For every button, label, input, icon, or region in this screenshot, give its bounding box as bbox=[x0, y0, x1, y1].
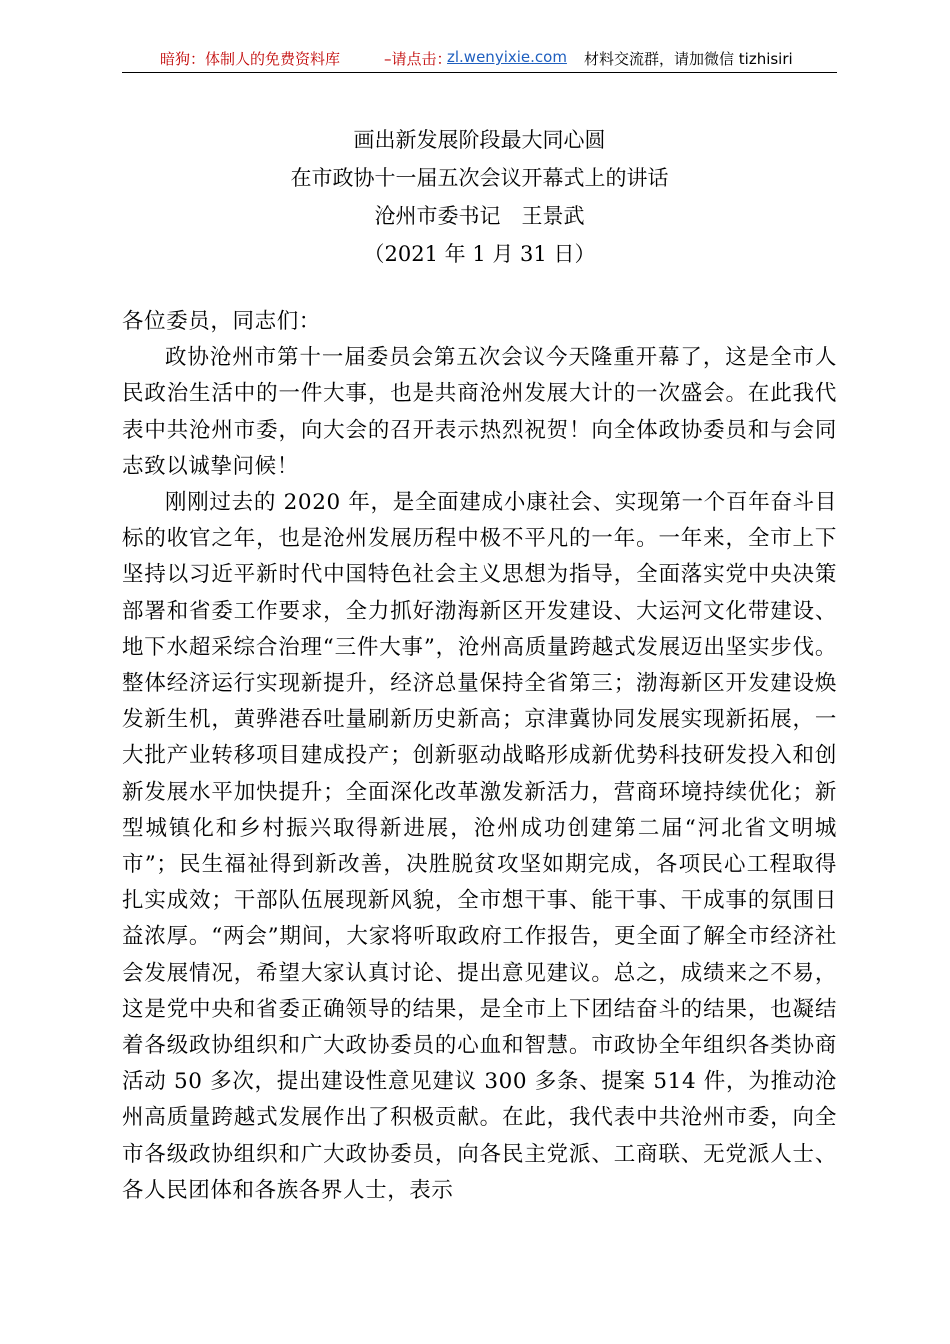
header-prompt: –请点击： bbox=[384, 50, 452, 68]
speech-body bbox=[122, 304, 837, 1209]
header-brand: 暗狗：体制人的免费资料库 bbox=[160, 50, 341, 68]
speech-date: （2021 年 1 月 31 日） bbox=[363, 242, 596, 266]
header-link[interactable]: zl.wenyixie.com bbox=[447, 48, 567, 66]
page-header bbox=[122, 44, 837, 73]
document-title: 画出新发展阶段最大同心圆 bbox=[353, 128, 606, 152]
salutation: 各位委员，同志们： bbox=[122, 309, 321, 334]
speaker-line: 沧州市委书记 王景武 bbox=[374, 204, 585, 228]
paragraph: 刚刚过去的 2020 年，是全面建成小康社会、实现第一个百年奋斗目标的收官之年，也是沧州发展历程中极不平凡的一年。一年来，全市上下坚持以习近平新时代中国特色社会主义思想为指导，全面落实党中央决策部署和省委工作要求，全力抓好渤海新区开发建设、大运河文化带建设、地下水超采综合治理“三件大事”，沧州高质量跨越式发展迈出坚实步伐。整体经济运行实现新提升，经济总量保持全省第三；渤海新区开发建设焕发新生机，黄骅港吞吐量刷新历史新高；京津冀协同发展实现新拓展，一大批产业转移项目建成投产；创新驱动战略形成新优势科技研发投入和创新发展水平加快提升；全面深化改革激发新活力，营商环境持续优化；新型城镇化和乡村振兴取得新进展，沧州成功创建第二届“河北省文明城市”；民生福祉得到新改善，决胜脱贫攻坚如期完成，各项民心工程取得扎实成效；干部队伍展现新风貌，全市想干事、能干事、干成事的氛围日益浓厚。“两会”期间，大家将听取政府工作报告，更全面了解全市经济社会发展情况，希望大家认真讨论、提出意见建议。总之，成绩来之不易，这是党中央和省委正确领导的结果，是全市上下团结奋斗的结果，也凝结着各级政协组织和广大政协委员的心血和智慧。市政协全年组织各类协商活动 50 多次，提出建设性意见建议 300 多条、提案 514 件，为推动沧州高质量跨越式发展作出了积极贡献。在此，我代表中共沧州市委，向全市各级政协组织和广大政协委员，向各民主党派、工商联、无党派人士、各人民团体和各族各界人士，表示 bbox=[122, 490, 837, 1203]
header-contact: 材料交流群，请加微信 tizhisiri bbox=[584, 50, 793, 68]
paragraph: 政协沧州市第十一届委员会第五次会议今天隆重开幕了，这是全市人民政治生活中的一件大事，也是共商沧州发展大计的一次盛会。在此我代表中共沧州市委，向大会的召开表示热烈祝贺！向全体政协委员和与会同志致以诚挚问候！ bbox=[122, 345, 837, 479]
document-subtitle: 在市政协十一届五次会议开幕式上的讲话 bbox=[290, 166, 669, 190]
